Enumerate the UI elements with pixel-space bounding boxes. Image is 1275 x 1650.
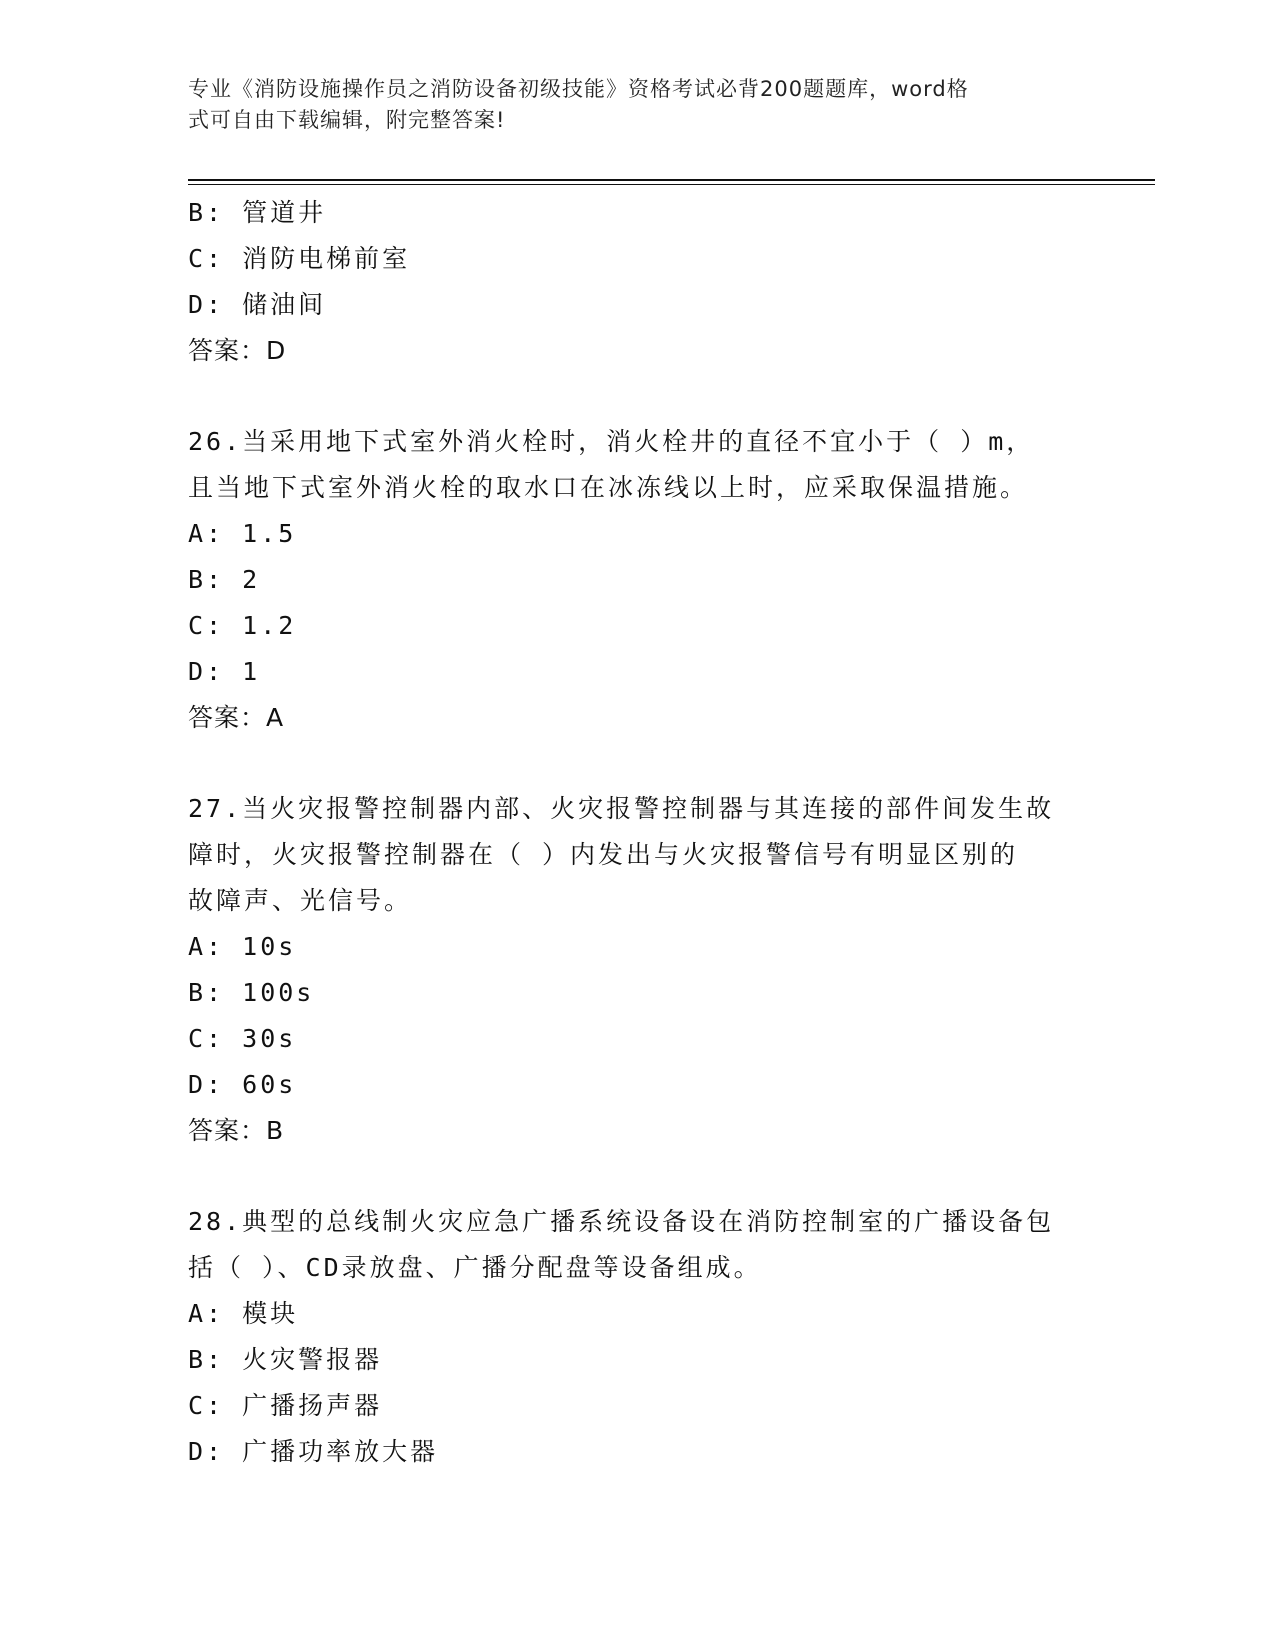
option-a: A: 1.5 xyxy=(188,519,297,548)
document-header xyxy=(188,74,1068,136)
option-d: D: 1 xyxy=(188,657,261,686)
header-line-1: 专业《消防设施操作员之消防设备初级技能》资格考试必背200题题库，word格 xyxy=(188,77,969,101)
answer-label: 答案：D xyxy=(188,336,287,365)
header-divider-thin xyxy=(188,184,1155,185)
header-divider-thick xyxy=(188,179,1155,181)
option-b: B: 火灾警报器 xyxy=(188,1345,383,1374)
option-d: D: 60s xyxy=(188,1070,297,1099)
option-b: B: 2 xyxy=(188,565,261,594)
option-b: B: 管道井 xyxy=(188,198,327,227)
header-line-2: 式可自由下载编辑，附完整答案! xyxy=(188,108,506,132)
question-stem-line: 故障声、光信号。 xyxy=(188,886,413,915)
question-stem-line: 障时，火灾报警控制器在（ ）内发出与火灾报警信号有明显区别的 xyxy=(188,840,1019,869)
option-d: D: 广播功率放大器 xyxy=(188,1437,439,1466)
option-c: C: 30s xyxy=(188,1024,297,1053)
question-stem-line: 26.当采用地下式室外消火栓时，消火栓井的直径不宜小于（ ）m， xyxy=(188,427,1035,456)
option-a: A: 10s xyxy=(188,932,297,961)
question-stem-line: 且当地下式室外消火栓的取水口在冰冻线以上时，应采取保温措施。 xyxy=(188,473,1029,502)
option-b: B: 100s xyxy=(188,978,315,1007)
question-stem-line: 27.当火灾报警控制器内部、火灾报警控制器与其连接的部件间发生故 xyxy=(188,794,1055,823)
option-c: C: 1.2 xyxy=(188,611,297,640)
question-26 xyxy=(188,419,1088,741)
option-c: C: 广播扬声器 xyxy=(188,1391,383,1420)
question-stem-line: 括（ ）、CD录放盘、广播分配盘等设备组成。 xyxy=(188,1253,762,1282)
question-stem-line: 28.典型的总线制火灾应急广播系统设备设在消防控制室的广播设备包 xyxy=(188,1207,1055,1236)
question-27 xyxy=(188,786,1088,1154)
question-28 xyxy=(188,1199,1088,1475)
option-a: A: 模块 xyxy=(188,1299,299,1328)
option-d: D: 储油间 xyxy=(188,290,327,319)
option-c: C: 消防电梯前室 xyxy=(188,244,411,273)
answer-label: 答案：B xyxy=(188,1116,285,1145)
question-25-tail xyxy=(188,190,1088,374)
question-list xyxy=(188,190,1088,1475)
answer-label: 答案：A xyxy=(188,703,285,732)
